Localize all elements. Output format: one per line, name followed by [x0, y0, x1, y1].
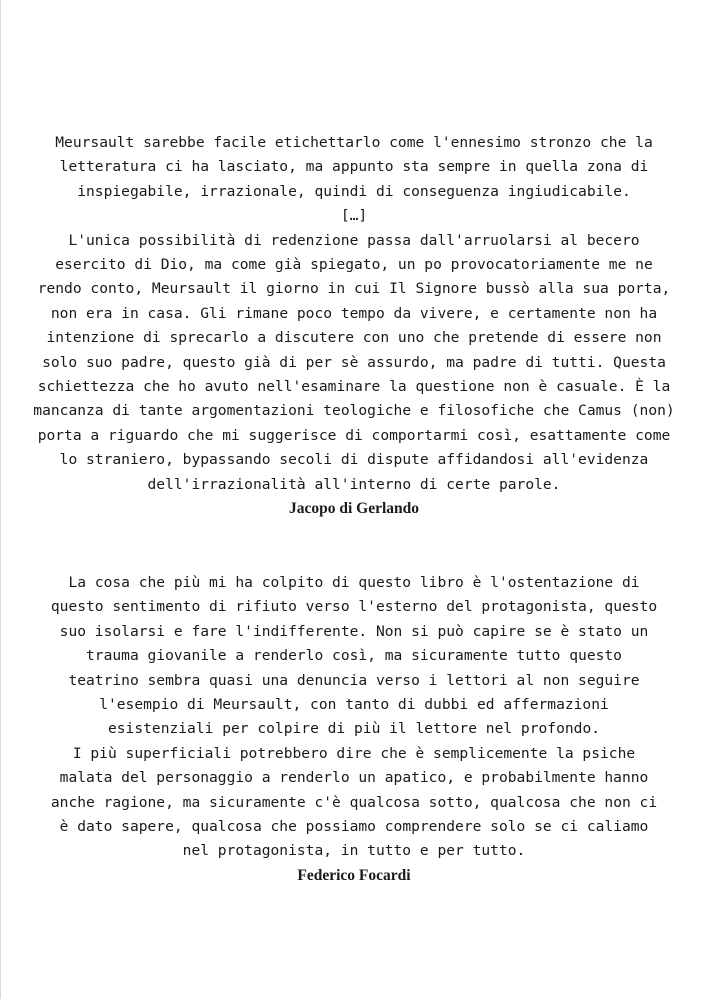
review-line: trauma giovanile a renderlo così, ma sicuramente tutto questo [86, 647, 622, 665]
review-line: intenzione di sprecarlo a discutere con uno che pretende di essere non [46, 329, 662, 347]
review-line: non era in casa. Gli rimane poco tempo da vivere, e certamente non ha [50, 304, 658, 322]
review-line: inspiegabile, irrazionale, quindi di conseguenza ingiudicabile. [77, 182, 631, 200]
review-line: lo straniero, bypassando secoli di dispute affidandosi all'evidenza [59, 451, 649, 469]
review-line: I più superficiali potrebbero dire che è semplicemente la psiche [72, 744, 636, 762]
review-federico [1, 571, 706, 888]
author-signature: Jacopo di Gerlando [288, 500, 420, 518]
review-line: solo suo padre, questo già di per sè assurdo, ma padre di tutti. Questa [42, 353, 666, 371]
review-line: dell'irrazionalità all'interno di certe parole. [147, 475, 561, 493]
review-line: teatrino sembra quasi una denuncia verso i lettori al non seguire [68, 671, 640, 689]
review-line: schiettezza che ho avuto nell'esaminare la questione non è casuale. È la [37, 378, 671, 396]
review-line: esercito di Dio, ma come già spiegato, un po provocatoriamente me ne [55, 256, 653, 274]
review-line: porta a riguardo che mi suggerisce di comportarmi così, esattamente come [37, 426, 671, 444]
review-line: L'unica possibilità di redenzione passa dall'arruolarsi al becero [68, 231, 640, 249]
review-line: nel protagonista, in tutto e per tutto. [182, 842, 526, 860]
review-line: anche ragione, ma sicuramente c'è qualcosa sotto, qualcosa che non ci [50, 793, 658, 811]
review-line: l'esempio di Meursault, con tanto di dubbi ed affermazioni [99, 696, 609, 714]
ellipsis-marker: […] [340, 207, 368, 225]
review-line: letteratura ci ha lasciato, ma appunto sta sempre in quella zona di [59, 158, 649, 176]
review-line: è dato sapere, qualcosa che possiamo comprendere solo se ci caliamo [59, 818, 649, 836]
review-line: Meursault sarebbe facile etichettarlo come l'ennesimo stronzo che la [55, 134, 653, 151]
review-line: mancanza di tante argomentazioni teologiche e filosofiche che Camus (non) [33, 402, 675, 420]
review-line: rendo conto, Meursault il giorno in cui Il Signore bussò alla sua porta, [37, 280, 671, 298]
review-line: La cosa che più mi ha colpito di questo libro è l'ostentazione di [68, 574, 640, 591]
review-line: suo isolarsi e fare l'indifferente. Non si può capire se è stato un [59, 622, 649, 640]
review-line: esistenziali per colpire di più il lettore nel profondo. [107, 720, 601, 738]
review-line: questo sentimento di rifiuto verso l'esterno del protagonista, questo [50, 598, 658, 616]
review-jacopo [1, 131, 706, 522]
review-line: malata del personaggio a renderlo un apatico, e probabilmente hanno [59, 769, 649, 787]
author-signature: Federico Focardi [297, 866, 411, 884]
